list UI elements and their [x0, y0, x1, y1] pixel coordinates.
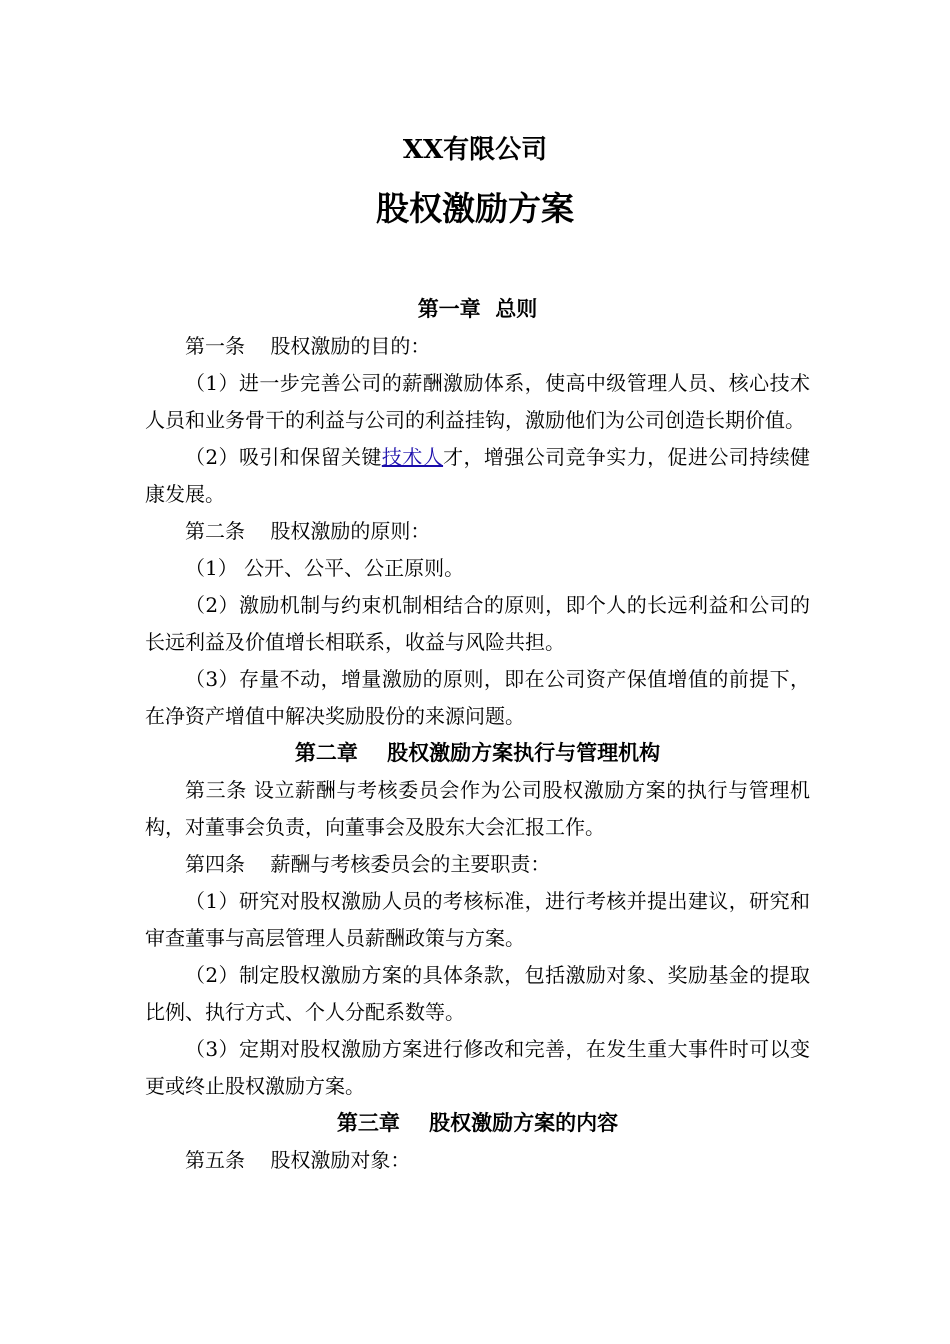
article-1-item-2: [145, 439, 810, 513]
article-2-heading: 第二条 股权激励的原则：: [185, 519, 431, 543]
article-2-item-3: （3）存量不动，增量激励的原则，即在公司资产保值增值的前提下，在净资产增值中解决奖励股份的来源问题。: [145, 667, 810, 728]
chapter-2-heading: 第二章 股权激励方案执行与管理机构: [294, 741, 661, 765]
article-4-heading: 第四条 薪酬与考核委员会的主要职责：: [185, 852, 551, 876]
article-1-item-2-text-after: 才，增强公司竞争实力，促进公司持续健康发展。: [145, 445, 811, 506]
article-4-item-2: （2）制定股权激励方案的具体条款，包括激励对象、奖励基金的提取比例、执行方式、个人分配系数等。: [145, 963, 810, 1024]
article-1-item-2-text-before: （2）吸引和保留关键: [185, 445, 382, 469]
article-2-item-2: （2）激励机制与约束机制相结合的原则，即个人的长远利益和公司的长远利益及价值增长相联系，收益与风险共担。: [145, 593, 810, 654]
article-4-item-1: （1）研究对股权激励人员的考核标准，进行考核并提出建议，研究和审查董事与高层管理人员薪酬政策与方案。: [145, 889, 810, 950]
article-4-item-3: （3）定期对股权激励方案进行修改和完善，在发生重大事件时可以变更或终止股权激励方案。: [145, 1037, 810, 1098]
article-1-item-1: （1）进一步完善公司的薪酬激励体系，使高中级管理人员、核心技术人员和业务骨干的利益与公司的利益挂钩，激励他们为公司创造长期价值。: [145, 371, 810, 432]
article-5-heading: 第五条 股权激励对象：: [185, 1148, 411, 1172]
chapter-3-heading: 第三章 股权激励方案的内容: [336, 1111, 619, 1135]
document-body: [145, 291, 810, 1179]
document-title: 股权激励方案: [376, 189, 574, 228]
chapter-1-heading: 第一章 总则: [417, 297, 538, 321]
talent-link[interactable]: 技术人: [381, 445, 444, 469]
article-2-item-1: （1） 公开、公平、公正原则。: [185, 556, 465, 580]
company-name: XX有限公司: [402, 135, 548, 165]
article-1-heading: 第一条 股权激励的目的：: [185, 334, 431, 358]
article-3: 第三条 设立薪酬与考核委员会作为公司股权激励方案的执行与管理机构，对董事会负责，向董事会及股东大会汇报工作。: [145, 778, 810, 839]
